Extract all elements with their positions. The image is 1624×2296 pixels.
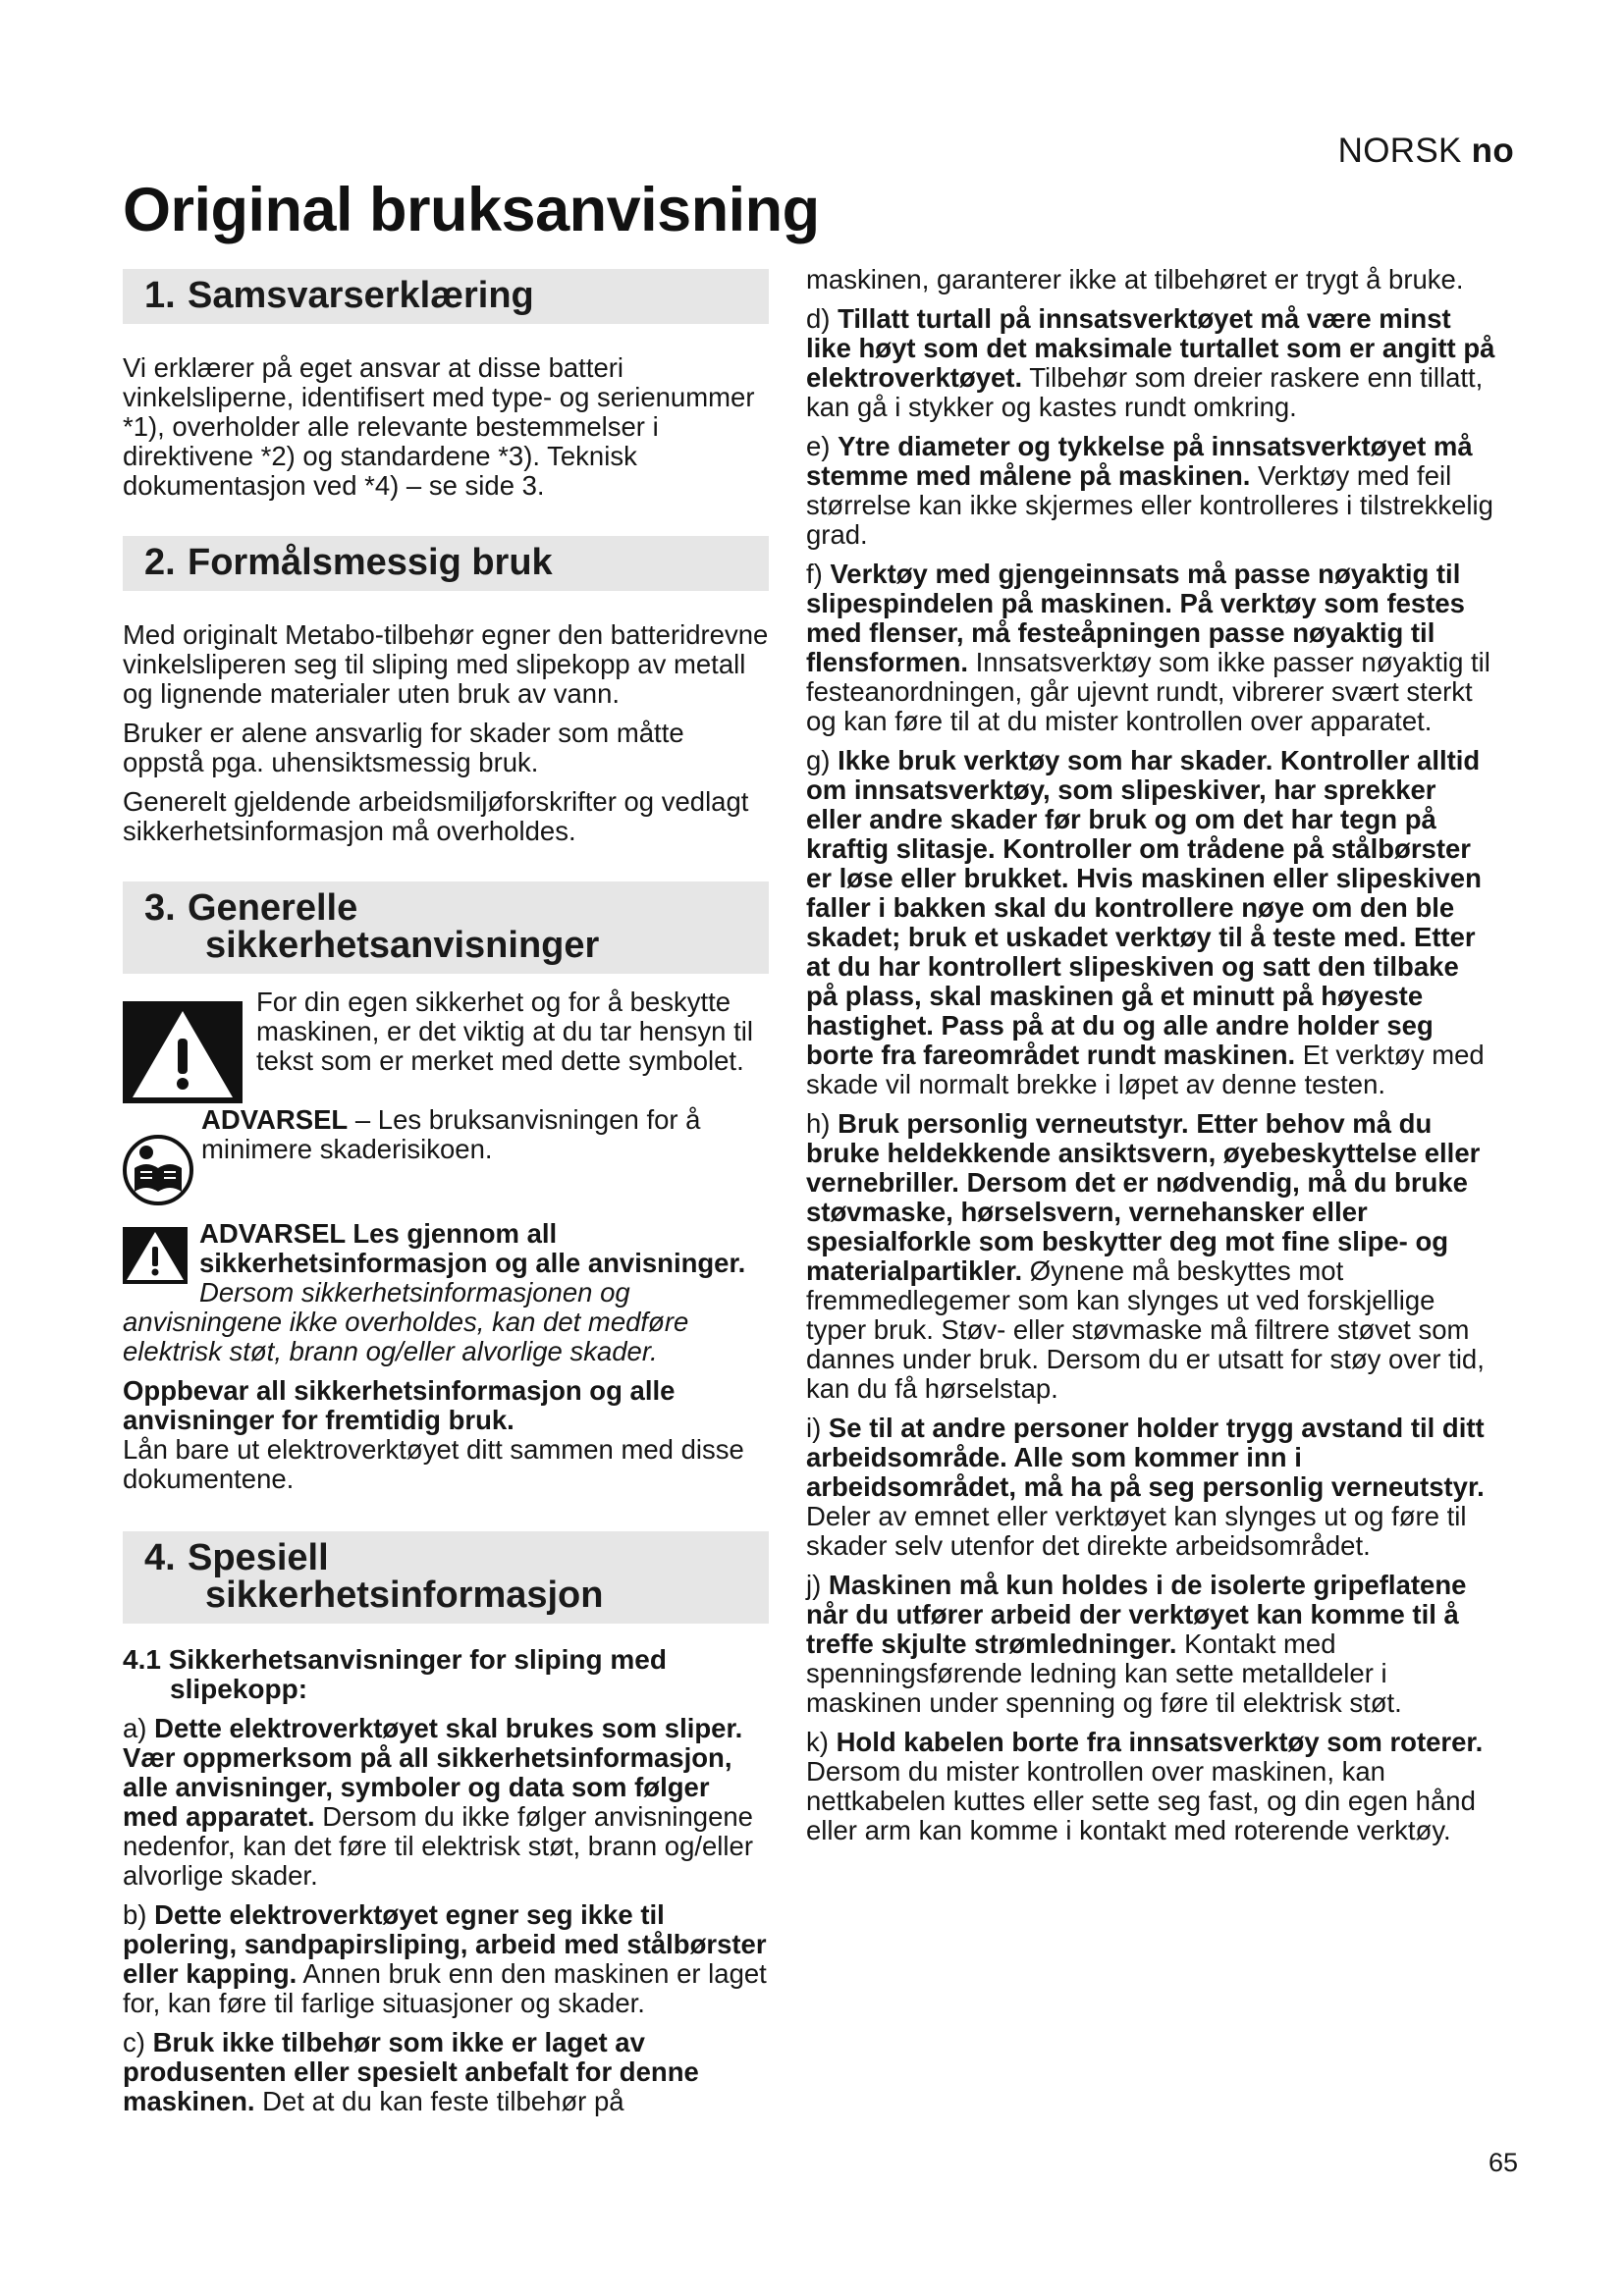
right-column (806, 265, 1497, 1855)
item-g: g) Ikke bruk verktøy som har skader. Kontroller alltid om innsatsverktøy, som slipeskiver, har sprekker eller andre skader før bruk og om det har tegn på kraftig slitasje. Kontroller om trådene på stålbørster er løse eller brukket. Hvis maskinen eller slipeskiven faller i bakken skal du kontrollere nøye om den ble skadet; bruk et uskadet verktøy til å teste med. Etter at du har kontrollert slipeskiven og satt den tilbake på plass, skal maskinen gå et minutt på høyeste hastighet. Pass på at du og alle andre holder seg borte fra fareområdet rundt maskinen. Et verktøy med skade vil normalt brekke i løpet av denne testen. (806, 745, 1485, 1099)
subsection-heading-4-1: 4.1 Sikkerhetsanvisninger for sliping med slipekopp: (123, 1644, 667, 1704)
item-e: e) Ytre diameter og tykkelse på innsatsverktøyet må stemme med målene på maskinen. Verktøy med feil størrelse kan ikke skjermes eller kontrolleres i tilstrekkelig grad. (806, 431, 1493, 550)
language-name: NORSK (1337, 132, 1462, 170)
section-heading-4: 4. Spesiell sikkerhetsinformasjon (123, 1531, 769, 1624)
item-c: c) Bruk ikke tilbehør som ikke er laget av produsenten eller spesielt anbefalt for denne maskinen. Det at du kan feste tilbehør på (123, 2027, 699, 2116)
warning-symbol-block (123, 988, 769, 1103)
read-manual-text: ADVARSEL – Les bruksanvisningen for å minimere skaderisikoen. (201, 1104, 701, 1164)
item-c-continued: maskinen, garanterer ikke at tilbehøret er trygt å bruke. (806, 264, 1464, 294)
item-j: j) Maskinen må kun holdes i de isolerte gripeflatene når du utfører arbeid der verktøyet kan komme til å treffe skjulte strømledninger. Kontakt med spenningsførende ledning kan sette metalldeler i maskinen under spenning og føre til elektrisk støt. (806, 1570, 1467, 1718)
warning-symbol-text: For din egen sikkerhet og for å beskytte maskinen, er det viktig at du tar hensyn til tekst som er merket med dette symbolet. (256, 987, 753, 1076)
item-a: a) Dette elektroverktøyet skal brukes som sliper. Vær oppmerksom på all sikkerhetsinformasjon, alle anvisninger, symboler og data som følger med apparatet. Dersom du ikke følger anvisningene nedenfor, kan det føre til elektrisk støt, brann og/eller alvorlige skader. (123, 1713, 753, 1891)
item-d: d) Tillatt turtall på innsatsverktøyet må være minst like høyt som det maksimale turtallet som er angitt på elektroverktøyet. Tilbehør som dreier raskere enn tillatt, kan gå i stykker og kastes rundt omkring. (806, 303, 1495, 422)
item-i: i) Se til at andre personer holder trygg avstand til ditt arbeidsområde. Alle som kommer inn i arbeidsområdet, må ha på seg personlig verneutstyr. Deler av emnet eller verktøyet kan slynges ut og føre til skader selv utenfor det direkte arbeidsområdet. (806, 1413, 1485, 1561)
item-h: h) Bruk personlig verneutstyr. Etter behov må du bruke heldekkende ansiktsvern, øyebeskyttelse eller vernebriller. Dersom det er nødvendig, må du bruke støvmaske, hørselsvern, vernehansker eller spesialforkle som beskytter deg mot fine slipe- og materialpartikler. Øynene må beskyttes mot fremmedlegemer som kan slynges ut ved forskjellige typer bruk. Støv- eller støvmaske må filtrere støvet som dannes under bruk. Dersom du er utsatt for støy over tid, kan du få hørselstap. (806, 1108, 1485, 1404)
left-column (123, 269, 769, 2126)
read-manual-block (123, 1105, 769, 1205)
read-manual-icon (123, 1135, 193, 1205)
page-number: 65 (1488, 2148, 1518, 2177)
language-label (1338, 132, 1514, 171)
regulations-paragraph: Generelt gjeldende arbeidsmiljøforskrifter og vedlagt sikkerhetsinformasjon må overholdes. (123, 786, 749, 846)
intended-use-paragraph: Med originalt Metabo-tilbehør egner den batteridrevne vinkelsliperen seg til sliping med slipekopp av metall og lignende materialer uten bruk av vann. (123, 619, 769, 709)
keep-instructions-paragraph: Oppbevar all sikkerhetsinformasjon og alle anvisninger for fremtidig bruk. Lån bare ut elektroverktøyet ditt sammen med disse dokumentene. (123, 1375, 744, 1494)
liability-paragraph: Bruker er alene ansvarlig for skader som måtte oppstå pga. uhensiktsmessig bruk. (123, 718, 684, 777)
item-b: b) Dette elektroverktøyet egner seg ikke til polering, sandpapirsliping, arbeid med stålbørster eller kapping. Annen bruk enn den maskinen er laget for, kan føre til farlige situasjoner og skader. (123, 1899, 767, 2018)
item-k: k) Hold kabelen borte fra innsatsverktøy som roterer. Dersom du mister kontrollen over maskinen, kan nettkabelen kuttes eller sette seg fast, og din egen hånd eller arm kan komme i kontakt med roterende verktøy. (806, 1727, 1484, 1845)
general-warning-paragraph: ADVARSEL Les gjennom all sikkerhetsinformasjon og alle anvisninger. Dersom sikkerhetsinformasjonen og anvisningene ikke overholdes, kan det medføre elektrisk støt, brann og/eller alvorlige skader. (123, 1218, 746, 1366)
warning-triangle-icon (123, 1227, 188, 1284)
section-heading-2: 2. Formålsmessig bruk (123, 536, 769, 591)
item-f: f) Verktøy med gjengeinnsats må passe nøyaktig til slipespindelen på maskinen. På verktøy som festes med flenser, må festeåpningen passe nøyaktig til flensformen. Innsatsverktøy som ikke passer nøyaktig til festeanordningen, går ujevnt rundt, vibrerer svært sterkt og kan føre til at du mister kontrollen over apparatet. (806, 559, 1490, 736)
section-heading-1: 1. Samsvarserklæring (123, 269, 769, 324)
warning-triangle-icon (123, 1001, 243, 1103)
page-title: Original bruksanvisning (123, 176, 820, 244)
language-code: no (1471, 132, 1514, 170)
declaration-paragraph: Vi erklærer på eget ansvar at disse batteri vinkelsliperne, identifisert med type- og serienummer *1), overholder alle relevante bestemmelser i direktivene *2) og standardene *3). Teknisk dokumentasjon ved *4) – se side 3. (123, 352, 755, 501)
section-heading-3: 3. Generelle sikkerhetsanvisninger (123, 881, 769, 974)
